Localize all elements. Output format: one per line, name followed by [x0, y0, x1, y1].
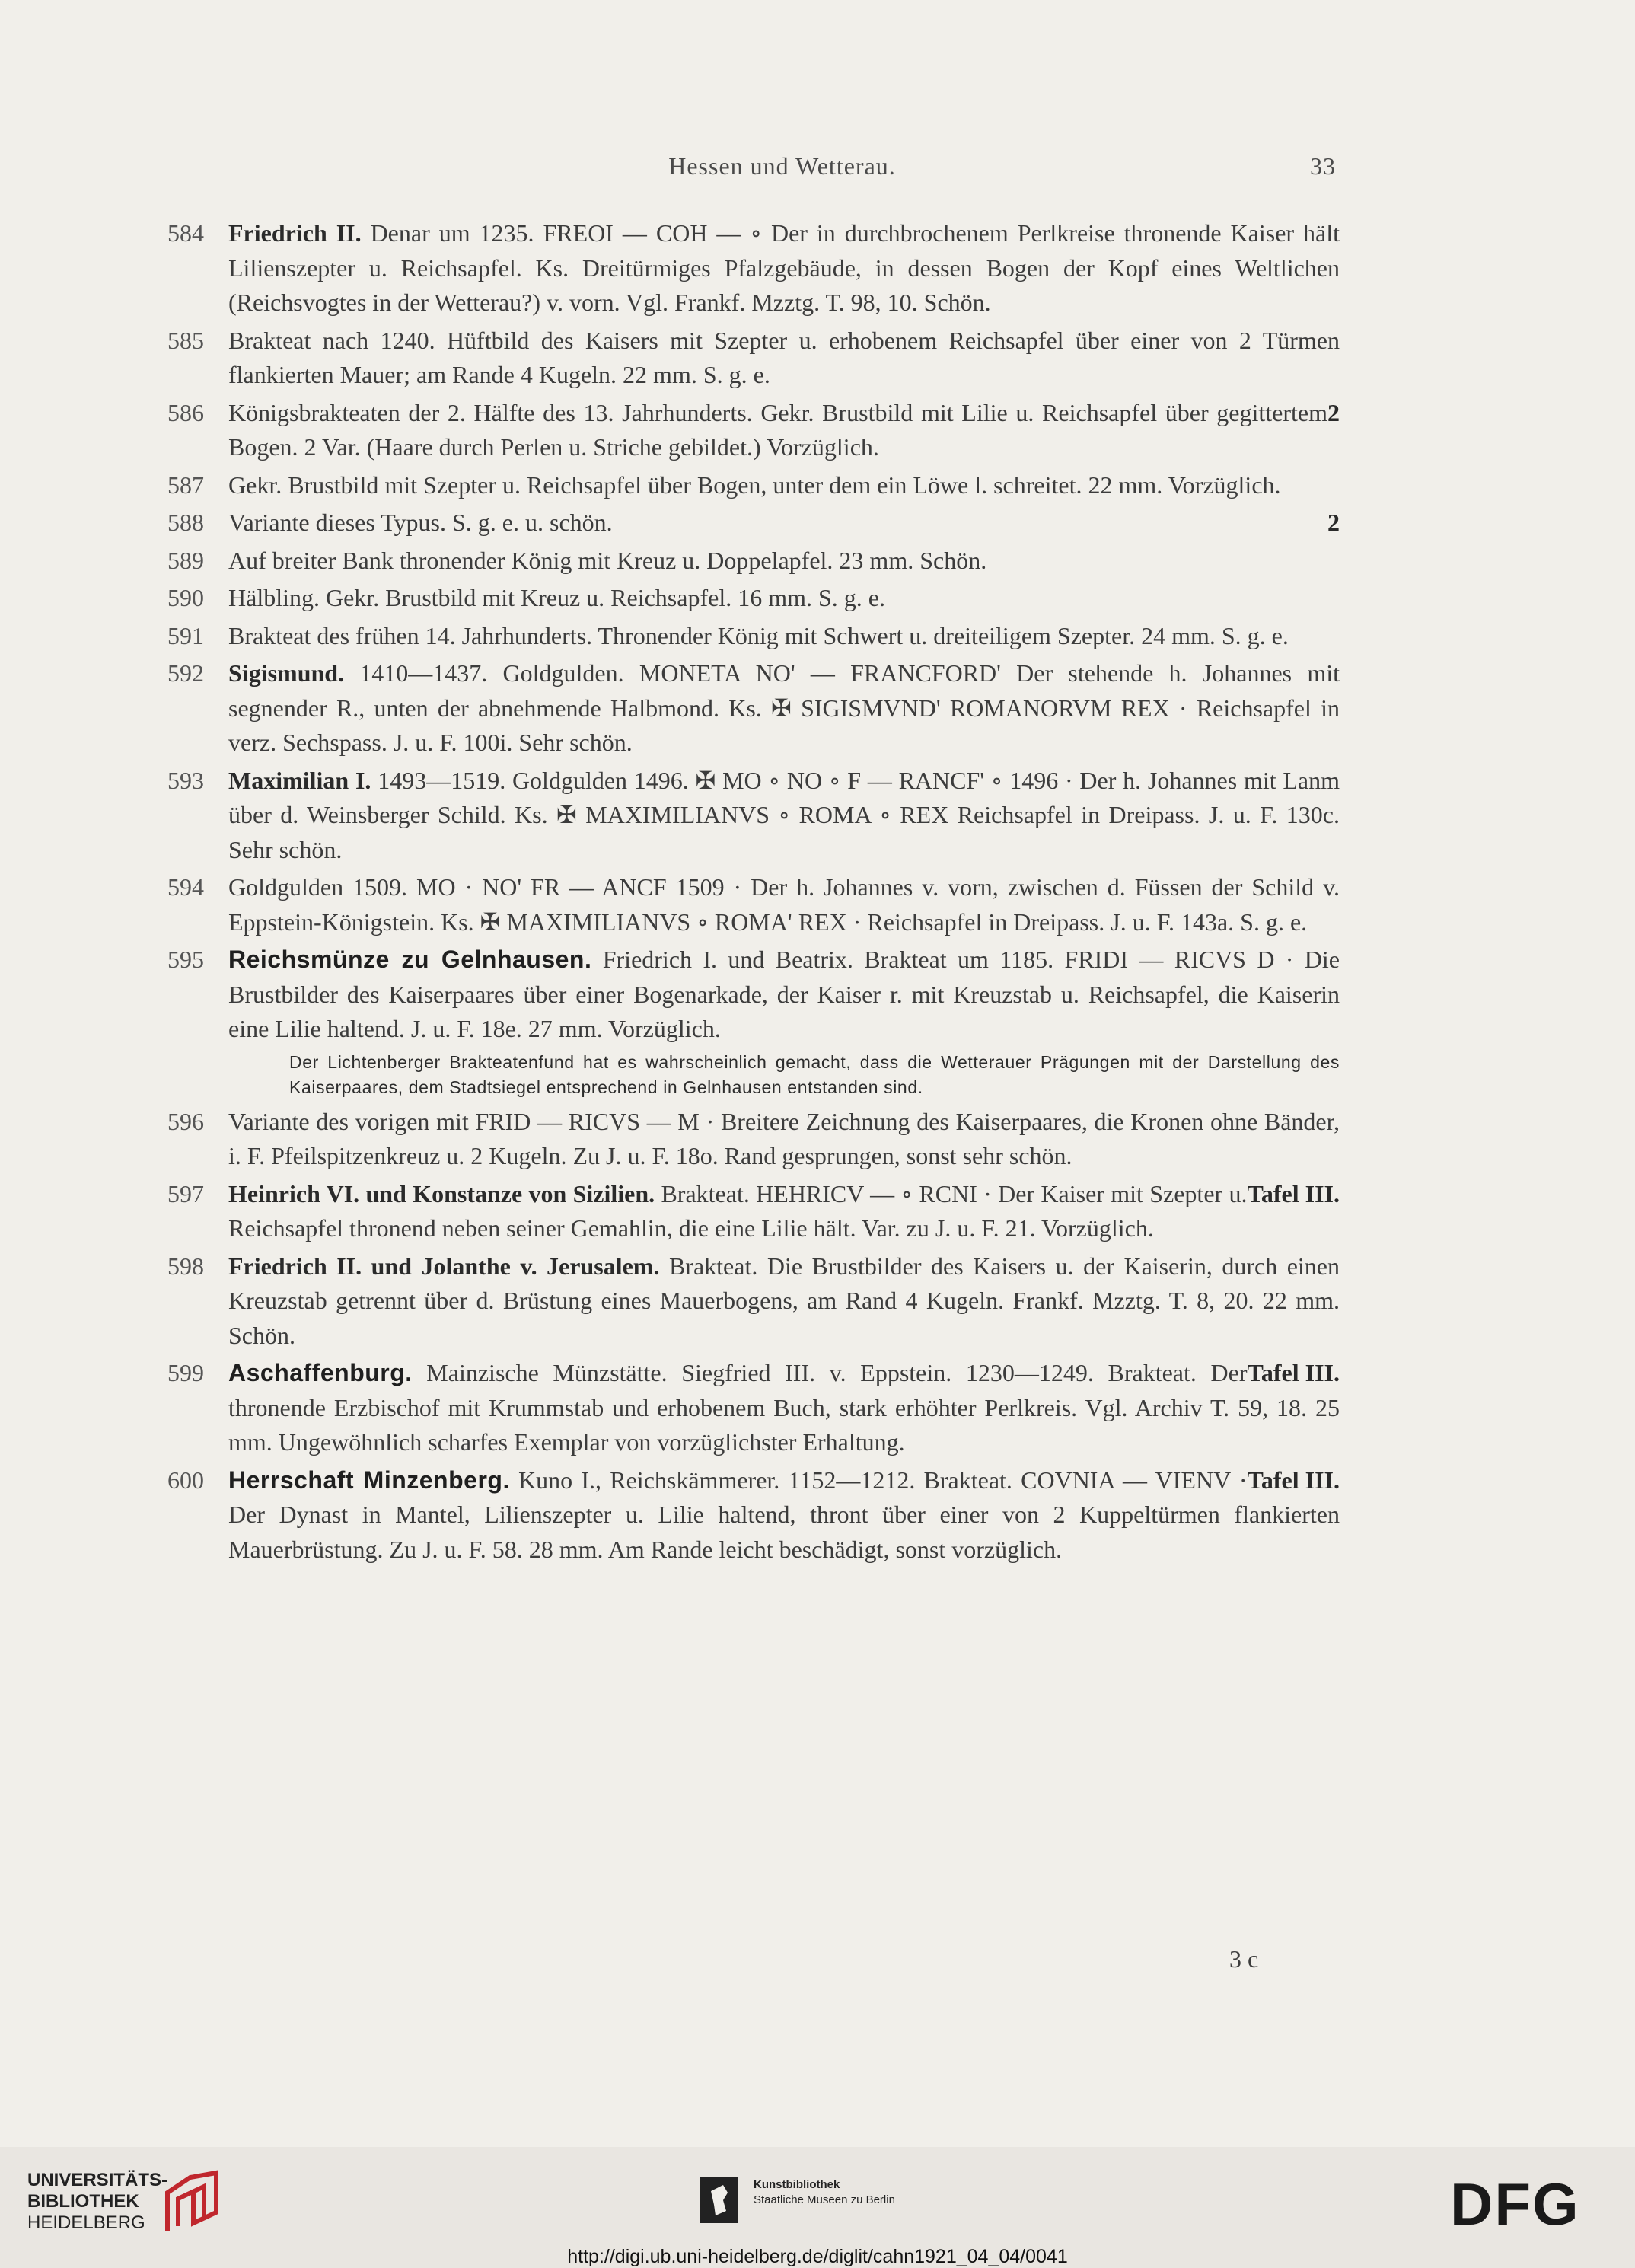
catalog-entry-596 — [152, 1105, 1340, 1174]
entry-number: 596 — [167, 1107, 204, 1135]
running-title: Hessen und Wetterau. — [668, 152, 896, 180]
kb-title: Kunstbibliothek — [754, 2178, 840, 2191]
entry-heading: Reichsmünze zu Gelnhausen. — [228, 946, 592, 973]
ub-heidelberg-logo-text[interactable] — [27, 2170, 167, 2234]
entry-text: Denar um 1235. FREOI — COH — ∘ Der in durchbrochenem Perlkreise thronende Kaiser hält Lilienszepter u. Reichsapfel. Ks. Dreitürmiges Pfalzgebäude, in dessen Bogen der Kopf eines Weltlichen (Reichsvogtes in der Wetterau?) v. vorn. Vgl. Frankf. Mzztg. T. 98, 10. Schön. — [228, 219, 1340, 316]
entry-heading: Sigismund. — [228, 659, 345, 687]
entry-tag: 2 — [1327, 398, 1340, 426]
entry-text: Goldgulden 1509. MO · NO' FR — ANCF 1509 · Der h. Johannes v. vorn, zwischen d. Füssen der Schild v. Eppstein-Königstein. Ks. ✠ MAXIMILIANVS ∘ ROMA' REX · Reichsapfel in Dreipass. J. u. F. 143a. S. g. e. — [228, 873, 1340, 936]
entry-text: 1410—1437. Goldgulden. MONETA NO' — FRANCFORD' Der stehende h. Johannes mit segnender R., unten der abnehmende Halbmond. Ks. ✠ SIGISMVND' ROMANORVM REX · Reichsapfel in verz. Sechspass. J. u. F. 100i. Sehr schön. — [228, 659, 1340, 756]
entry-tag: Tafel III. — [1247, 1466, 1340, 1494]
entry-text: Brakteat. HEHRICV — ∘ RCNI · Der Kaiser mit Szepter u. Reichsapfel thronend neben seiner Gemahlin, die eine Lilie hält. Var. zu J. u. F. 21. Vorzüglich. — [228, 1179, 1248, 1242]
ub-line-3: HEIDELBERG — [27, 2212, 145, 2233]
catalog-entry-593 — [152, 764, 1340, 868]
entry-number: 589 — [167, 546, 204, 574]
entry-text: Brakteat nach 1240. Hüftbild des Kaisers mit Szepter u. erhobenem Reichsapfel über einer von 2 Türmen flankierten Mauer; am Rande 4 Kugeln. 22 mm. S. g. e. — [228, 326, 1340, 388]
page-number: 33 — [1310, 152, 1336, 180]
entry-text: Hälbling. Gekr. Brustbild mit Kreuz u. Reichsapfel. 16 mm. S. g. e. — [228, 584, 885, 611]
entry-heading: Friedrich II. — [228, 219, 362, 247]
signature-mark: 3 c — [1229, 1945, 1259, 1973]
catalog-entries — [152, 216, 1340, 1570]
source-url[interactable]: http://digi.ub.uni-heidelberg.de/diglit/cahn1921_04_04/0041 — [567, 2246, 1068, 2267]
entry-number: 588 — [167, 509, 204, 536]
catalog-entry-597 — [152, 1177, 1340, 1246]
dfg-logo[interactable]: DFG — [1450, 2171, 1580, 2238]
catalog-entry-587 — [152, 468, 1340, 503]
entry-number: 597 — [167, 1179, 204, 1207]
entry-number: 591 — [167, 621, 204, 649]
catalog-entry-594 — [152, 870, 1340, 939]
entry-text: Brakteat des frühen 14. Jahrhunderts. Thronender König mit Schwert u. dreiteiligem Szepter. 24 mm. S. g. e. — [228, 621, 1289, 649]
entry-text: Brakteat. Die Brustbilder des Kaisers u. der Kaiserin, durch einen Kreuzstab getrennt über d. Brüstung eines Mauerbogens, am Rand 4 Kugeln. Frankf. Mzztg. T. 8, 20. 22 mm. Schön. — [228, 1252, 1340, 1349]
entry-number: 590 — [167, 584, 204, 611]
footer-bar — [0, 2147, 1635, 2246]
catalog-entry-584 — [152, 216, 1340, 321]
entry-number: 600 — [167, 1466, 204, 1494]
entry-heading: Maximilian I. — [228, 766, 371, 794]
kb-subtitle: Staatliche Museen zu Berlin — [754, 2193, 895, 2206]
catalog-entry-588 — [152, 506, 1340, 541]
entry-tag: Tafel III. — [1247, 1179, 1340, 1207]
entry-number: 586 — [167, 398, 204, 426]
catalog-entry-598 — [152, 1249, 1340, 1354]
entry-text: Variante des vorigen mit FRID — RICVS — M · Breitere Zeichnung des Kaiserpaares, die Kronen ohne Bänder, i. F. Pfeilspitzenkreuz u. 2 Kugeln. Zu J. u. F. 18o. Rand gesprungen, sonst sehr schön. — [228, 1107, 1340, 1169]
entry-number: 585 — [167, 326, 204, 354]
entry-heading: Herrschaft Minzenberg. — [228, 1466, 510, 1494]
entry-number: 598 — [167, 1252, 204, 1280]
entry-number: 593 — [167, 766, 204, 794]
catalog-entry-585 — [152, 324, 1340, 393]
entry-text: 1493—1519. Goldgulden 1496. ✠ MO ∘ NO ∘ F — RANCF' ∘ 1496 · Der h. Johannes mit Lanm über d. Weinsberger Schild. Ks. ✠ MAXIMILIANVS ∘ ROMA ∘ REX Reichsapfel in Dreipass. J. u. F. 130c. Sehr schön. — [228, 766, 1340, 863]
catalog-entry-600 — [152, 1463, 1340, 1568]
kunstbibliothek-logo-icon — [700, 2177, 738, 2223]
catalog-entry-591 — [152, 619, 1340, 654]
footnote-595: Der Lichtenberger Brakteatenfund hat es wahrscheinlich gemacht, dass die Wetterauer Prägungen mit der Darstellung des Kaiserpaares, dem Stadtsiegel entsprechend in Gelnhausen entstanden sind. — [289, 1051, 1340, 1097]
entry-number: 584 — [167, 219, 204, 247]
entry-number: 594 — [167, 873, 204, 901]
catalog-entry-599 — [152, 1356, 1340, 1460]
ub-line-2: BIBLIOTHEK — [27, 2191, 139, 2212]
entry-text: Auf breiter Bank thronender König mit Kreuz u. Doppelapfel. 23 mm. Schön. — [228, 546, 987, 574]
entry-text: Mainzische Münzstätte. Siegfried III. v. Eppstein. 1230—1249. Brakteat. Der thronende Erzbischof mit Krummstab und erhobenem Buch, stark erhöhter Perlkreis. Vgl. Archiv T. 59, 18. 25 mm. Ungewöhnlich scharfes Exemplar von vorzüglichster Erhaltung. — [228, 1359, 1340, 1456]
entry-text: Gekr. Brustbild mit Szepter u. Reichsapfel über Bogen, unter dem ein Löwe l. schreitet. 22 mm. Vorzüglich. — [228, 471, 1281, 499]
page-header — [228, 152, 1336, 183]
kunstbibliothek-label[interactable] — [754, 2177, 895, 2208]
catalog-entry-592 — [152, 656, 1340, 761]
entry-text: Variante dieses Typus. S. g. e. u. schön. — [228, 509, 613, 536]
catalog-entry-589 — [152, 544, 1340, 579]
entry-number: 599 — [167, 1359, 204, 1386]
catalog-entry-590 — [152, 581, 1340, 616]
entry-number: 592 — [167, 659, 204, 687]
entry-tag: Tafel III. — [1247, 1359, 1340, 1386]
ub-line-1: UNIVERSITÄTS- — [27, 2170, 168, 2190]
entry-number: 595 — [167, 946, 204, 973]
catalog-entry-586 — [152, 396, 1340, 465]
entry-heading: Aschaffenburg. — [228, 1359, 413, 1386]
entry-heading: Friedrich II. und Jolanthe v. Jerusalem. — [228, 1252, 660, 1280]
entry-heading: Heinrich VI. und Konstanze von Sizilien. — [228, 1179, 655, 1207]
catalog-entry-595 — [152, 943, 1340, 1047]
entry-number: 587 — [167, 471, 204, 499]
entry-tag: 2 — [1327, 509, 1340, 536]
entry-text: Königsbrakteaten der 2. Hälfte des 13. Jahrhunderts. Gekr. Brustbild mit Lilie u. Reichsapfel über gegittertem Bogen. 2 Var. (Haare durch Perlen u. Striche gebildet.) Vorzüglich. — [228, 398, 1327, 461]
entry-text: Kuno I., Reichskämmerer. 1152—1212. Brakteat. COVNIA — VIENV · Der Dynast in Mantel, Lilienszepter u. Lilie haltend, thront über einer von 2 Kuppeltürmen flankierten Mauerbrüstung. Zu J. u. F. 58. 28 mm. Am Rande leicht beschädigt, sonst vorzüglich. — [228, 1466, 1340, 1563]
entry-text: Friedrich I. und Beatrix. Brakteat um 1185. FRIDI — RICVS D · Die Brustbilder des Kaiserpaares über einer Bogenarkade, der Kaiser r. mit Kreuzstab u. Reichsapfel, die Kaiserin eine Lilie haltend. J. u. F. 18e. 27 mm. Vorzüglich. — [228, 946, 1340, 1042]
ub-heidelberg-logo-icon — [160, 2170, 224, 2235]
